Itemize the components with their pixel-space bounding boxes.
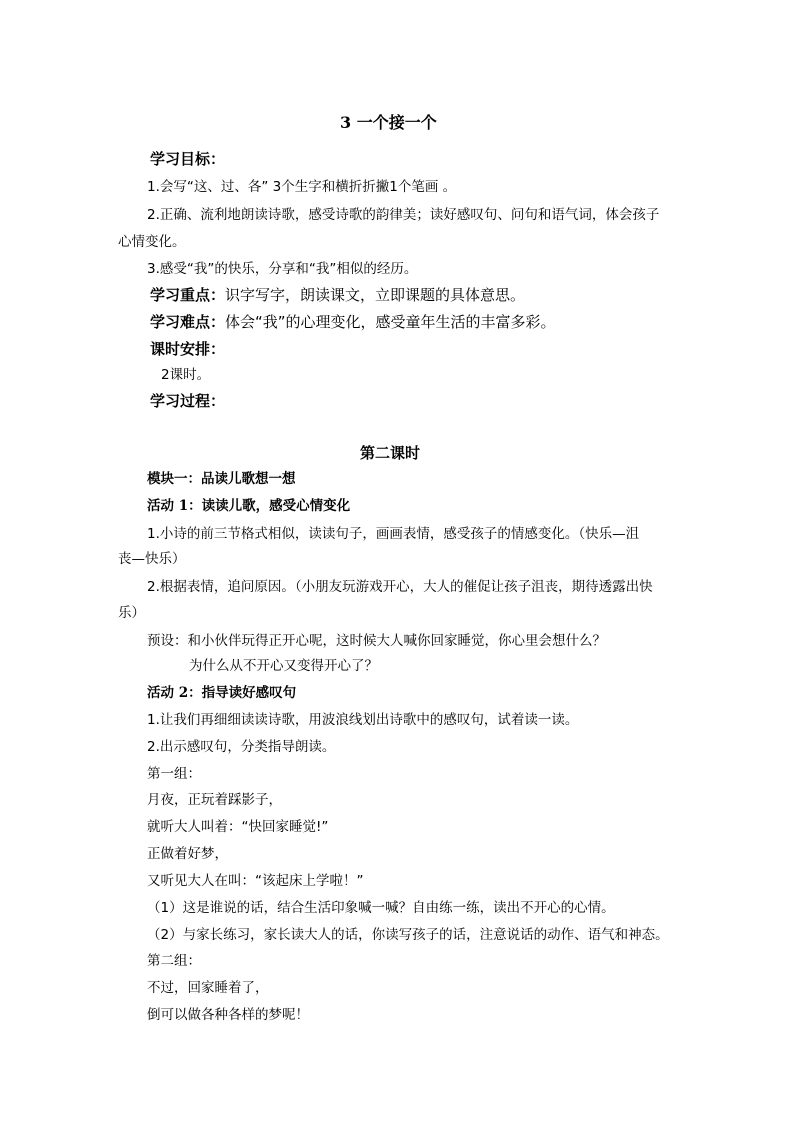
objective-item-3: 3.感受“我”的快乐，分享和“我”相似的经历。 bbox=[147, 261, 418, 277]
document-title: 3 一个接一个 bbox=[340, 113, 437, 132]
activity-2-line-9: （2）与家长练习，家长读大人的话，你读写孩子的话，注意说话的动作、语气和神态。 bbox=[147, 927, 669, 943]
process-heading: 学习过程： bbox=[150, 392, 226, 410]
difficulties-label: 学习难点： bbox=[150, 313, 226, 331]
module-1-heading: 模块一：品读儿歌想一想 bbox=[147, 471, 296, 487]
activity-2-line-3: 第一组： bbox=[147, 766, 201, 782]
activity-1-line-2: 丧—快乐） bbox=[118, 551, 186, 567]
activity-1-line-6: 为什么从不开心又变得开心了？ bbox=[189, 658, 378, 674]
activity-2-line-8: （1）这是谁说的话，结合生活印象喊一喊？自由练一练，读出不开心的心情。 bbox=[147, 900, 615, 916]
activity-2-line-7: 又听见大人在叫：“该起床上学啦！” bbox=[147, 873, 364, 889]
activity-1-line-1: 1.小诗的前三节格式相似，读读句子，画画表情，感受孩子的情感变化。（快乐—沮 bbox=[147, 526, 640, 542]
activity-2-line-12: 倒可以做各种各样的梦呢！ bbox=[147, 1007, 309, 1023]
objective-item-2: 2.正确、流利地朗读诗歌，感受诗歌的韵律美；读好感叹句、问句和语气词，体会孩子 bbox=[147, 207, 660, 223]
schedule-value: 2课时。 bbox=[161, 367, 211, 383]
difficulties bbox=[150, 313, 556, 331]
key-points bbox=[150, 286, 525, 304]
activity-1-line-5: 预设：和小伙伴玩得正开心呢，这时候大人喊你回家睡觉，你心里会想什么？ bbox=[147, 633, 606, 649]
objectives-heading: 学习目标： bbox=[150, 150, 226, 168]
key-points-label: 学习重点： bbox=[150, 286, 226, 304]
difficulties-text: 体会“我”的心理变化，感受童年生活的丰富多彩。 bbox=[225, 313, 556, 331]
activity-2-line-10: 第二组： bbox=[147, 953, 201, 969]
activity-1-heading: 活动 1：读读儿歌，感受心情变化 bbox=[147, 498, 351, 514]
key-points-text: 识字写字，朗读课文，立即课题的具体意思。 bbox=[225, 286, 526, 304]
activity-1-line-3: 2.根据表情，追问原因。（小朋友玩游戏开心，大人的催促让孩子沮丧，期待透露出快 bbox=[147, 579, 653, 595]
activity-2-line-1: 1.让我们再细细读读诗歌，用波浪线划出诗歌中的感叹句，试着读一读。 bbox=[147, 712, 579, 728]
objective-item-2-cont: 心情变化。 bbox=[118, 234, 186, 250]
activity-2-line-6: 正做着好梦， bbox=[147, 846, 228, 862]
activity-1-line-4: 乐） bbox=[118, 605, 145, 621]
activity-2-line-5: 就听大人叫着：“快回家睡觉!” bbox=[147, 819, 329, 835]
objective-item-1: 1.会写“这、过、各” 3个生字和横折折撇1个笔画 。 bbox=[147, 179, 457, 195]
lesson-title: 第二课时 bbox=[360, 444, 421, 462]
activity-2-line-4: 月夜，正玩着踩影子， bbox=[147, 792, 282, 808]
activity-2-line-11: 不过，回家睡着了， bbox=[147, 980, 269, 996]
activity-2-line-2: 2.出示感叹句，分类指导朗读。 bbox=[147, 739, 336, 755]
schedule-heading: 课时安排： bbox=[150, 340, 226, 358]
activity-2-heading: 活动 2：指导读好感叹句 bbox=[147, 685, 297, 701]
